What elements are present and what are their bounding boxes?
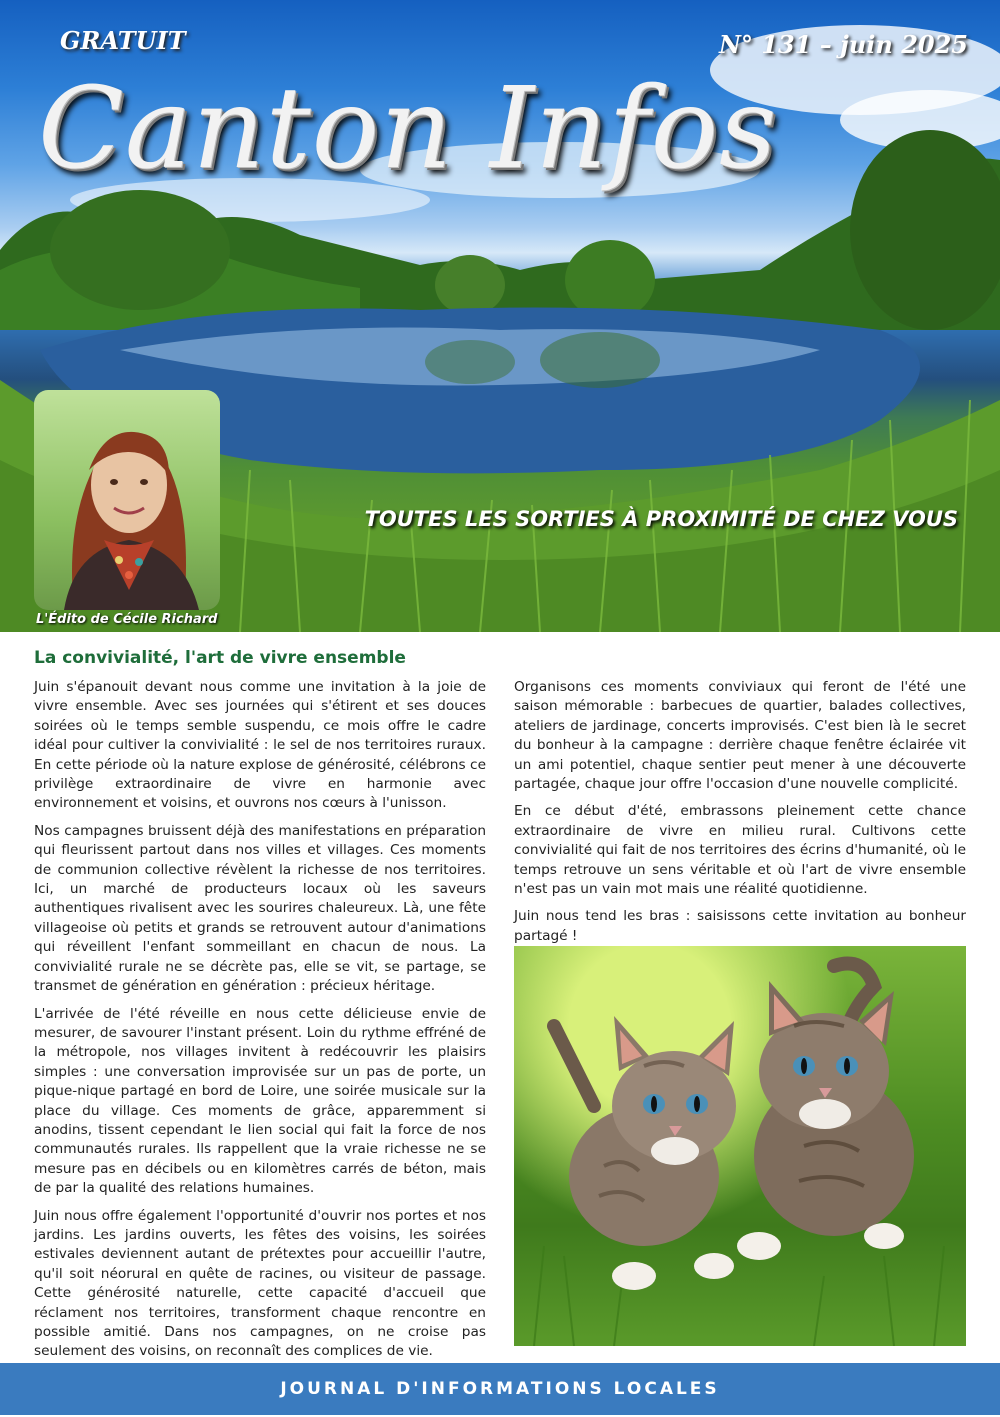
article-headline: La convivialité, l'art de vivre ensemble: [34, 648, 406, 668]
masthead-title: Canton Infos: [38, 64, 778, 194]
portrait-illustration: [34, 390, 220, 610]
article-paragraph: Juin nous offre également l'opportunité d'ouvrir nos portes et nos jardins. Les jardins ouverts, les fêtes des voisins, les soirées estivales deviennent autant de prétextes pour accueillir l'autre, qu'il soit néorural en quête de racines, ou visiteur de passage. Cette générosité naturelle, cette capacité d'accueil que réclament nos territoires, transforment chaque rencontre en possible amitié. Dans nos campagnes, on ne croise pas seulement des voisins, on reconnaît des complices de vie.: [34, 1207, 486, 1360]
footer-title: JOURNAL D'INFORMATIONS LOCALES: [280, 1379, 720, 1399]
edito-caption: L'Édito de Cécile Richard: [36, 612, 218, 627]
kittens-photo: [514, 946, 966, 1346]
article-paragraph: Juin s'épanouit devant nous comme une invitation à la joie de vivre ensemble. Avec ses journées qui s'étirent et ses douces soirées où le temps semble suspendu, ce mois offre le cadre idéal pour cultiver la convivialité : le sel de nos territoires ruraux. En cette période où la nature explose de générosité, célébrons ce privilège extraordinaire de vivre en harmonie avec environnement et voisins, et ouvrons nos cœurs à l'unisson.: [34, 679, 486, 812]
kittens-illustration: [514, 946, 966, 1346]
article-column-right: [514, 678, 966, 954]
article-paragraph: Nos campagnes bruissent déjà des manifestations en préparation qui fleurissent partout dans nos villes et villages. Ces moments de communion collective révèlent la richesse de nos territoires. Ici, un marché de producteurs locaux où les saveurs authentiques rivalisent avec les sourires chaleureux. Là, une fête villageoise où petits et grands se retrouvent autour d'animations qui réveillent l'enfant sommeillant en chacun de nous. La convivialité rurale ne se décrète pas, elle se vit, se partage, se transmet de génération en génération : précieux héritage.: [34, 822, 486, 995]
article-paragraph: Organisons ces moments conviviaux qui feront de l'été une saison mémorable : barbecues de quartier, balades collectives, ateliers de jardinage, concerts improvisés. C'est bien là le secret du bonheur à la campagne : derrière chaque fenêtre éclairée vit un ami potentiel, chaque sentier peut mener à une découverte partagée, chaque jour offre l'occasion d'une nouvelle complicité.: [514, 679, 966, 793]
article-column-left: [34, 678, 486, 1417]
free-label: GRATUIT: [60, 26, 186, 55]
article-paragraph: L'arrivée de l'été réveille en nous cette délicieuse envie de mesurer, de savourer l'instant présent. Loin du rythme effréné de la métropole, nos villages invitent à redécouvrir les plaisirs simples : une conversation improvisée sur un pas de porte, un pique-nique partagé en bord de Loire, une soirée musicale sur la place du village. Ces moments de grâce, apparemment si anodins, tissent cependant le lien social qui fait la force de nos communautés rurales. Ils rappellent que la vraie richesse ne se mesure pas en décibels ou en kilomètres carrés de béton, mais de par la qualité des relations humaines.: [34, 1005, 486, 1197]
tagline: TOUTES LES SORTIES À PROXIMITÉ DE CHEZ VOUS: [364, 507, 958, 531]
article-paragraph: Juin nous tend les bras : saisissons cette invitation au bonheur partagé !: [514, 908, 966, 944]
article-paragraph: En ce début d'été, embrassons pleinement cette chance extraordinaire de vivre en milieu rural. Cultivons cette convivialité qui fait de nos territoires des écrins d'humanité, où le temps retrouve un sens véritable et où l'art de vivre ensemble n'est pas un vain mot mais une réalité quotidienne.: [514, 803, 966, 898]
issue-number: N° 131 – juin 2025: [719, 30, 968, 59]
editor-portrait: [34, 390, 220, 610]
